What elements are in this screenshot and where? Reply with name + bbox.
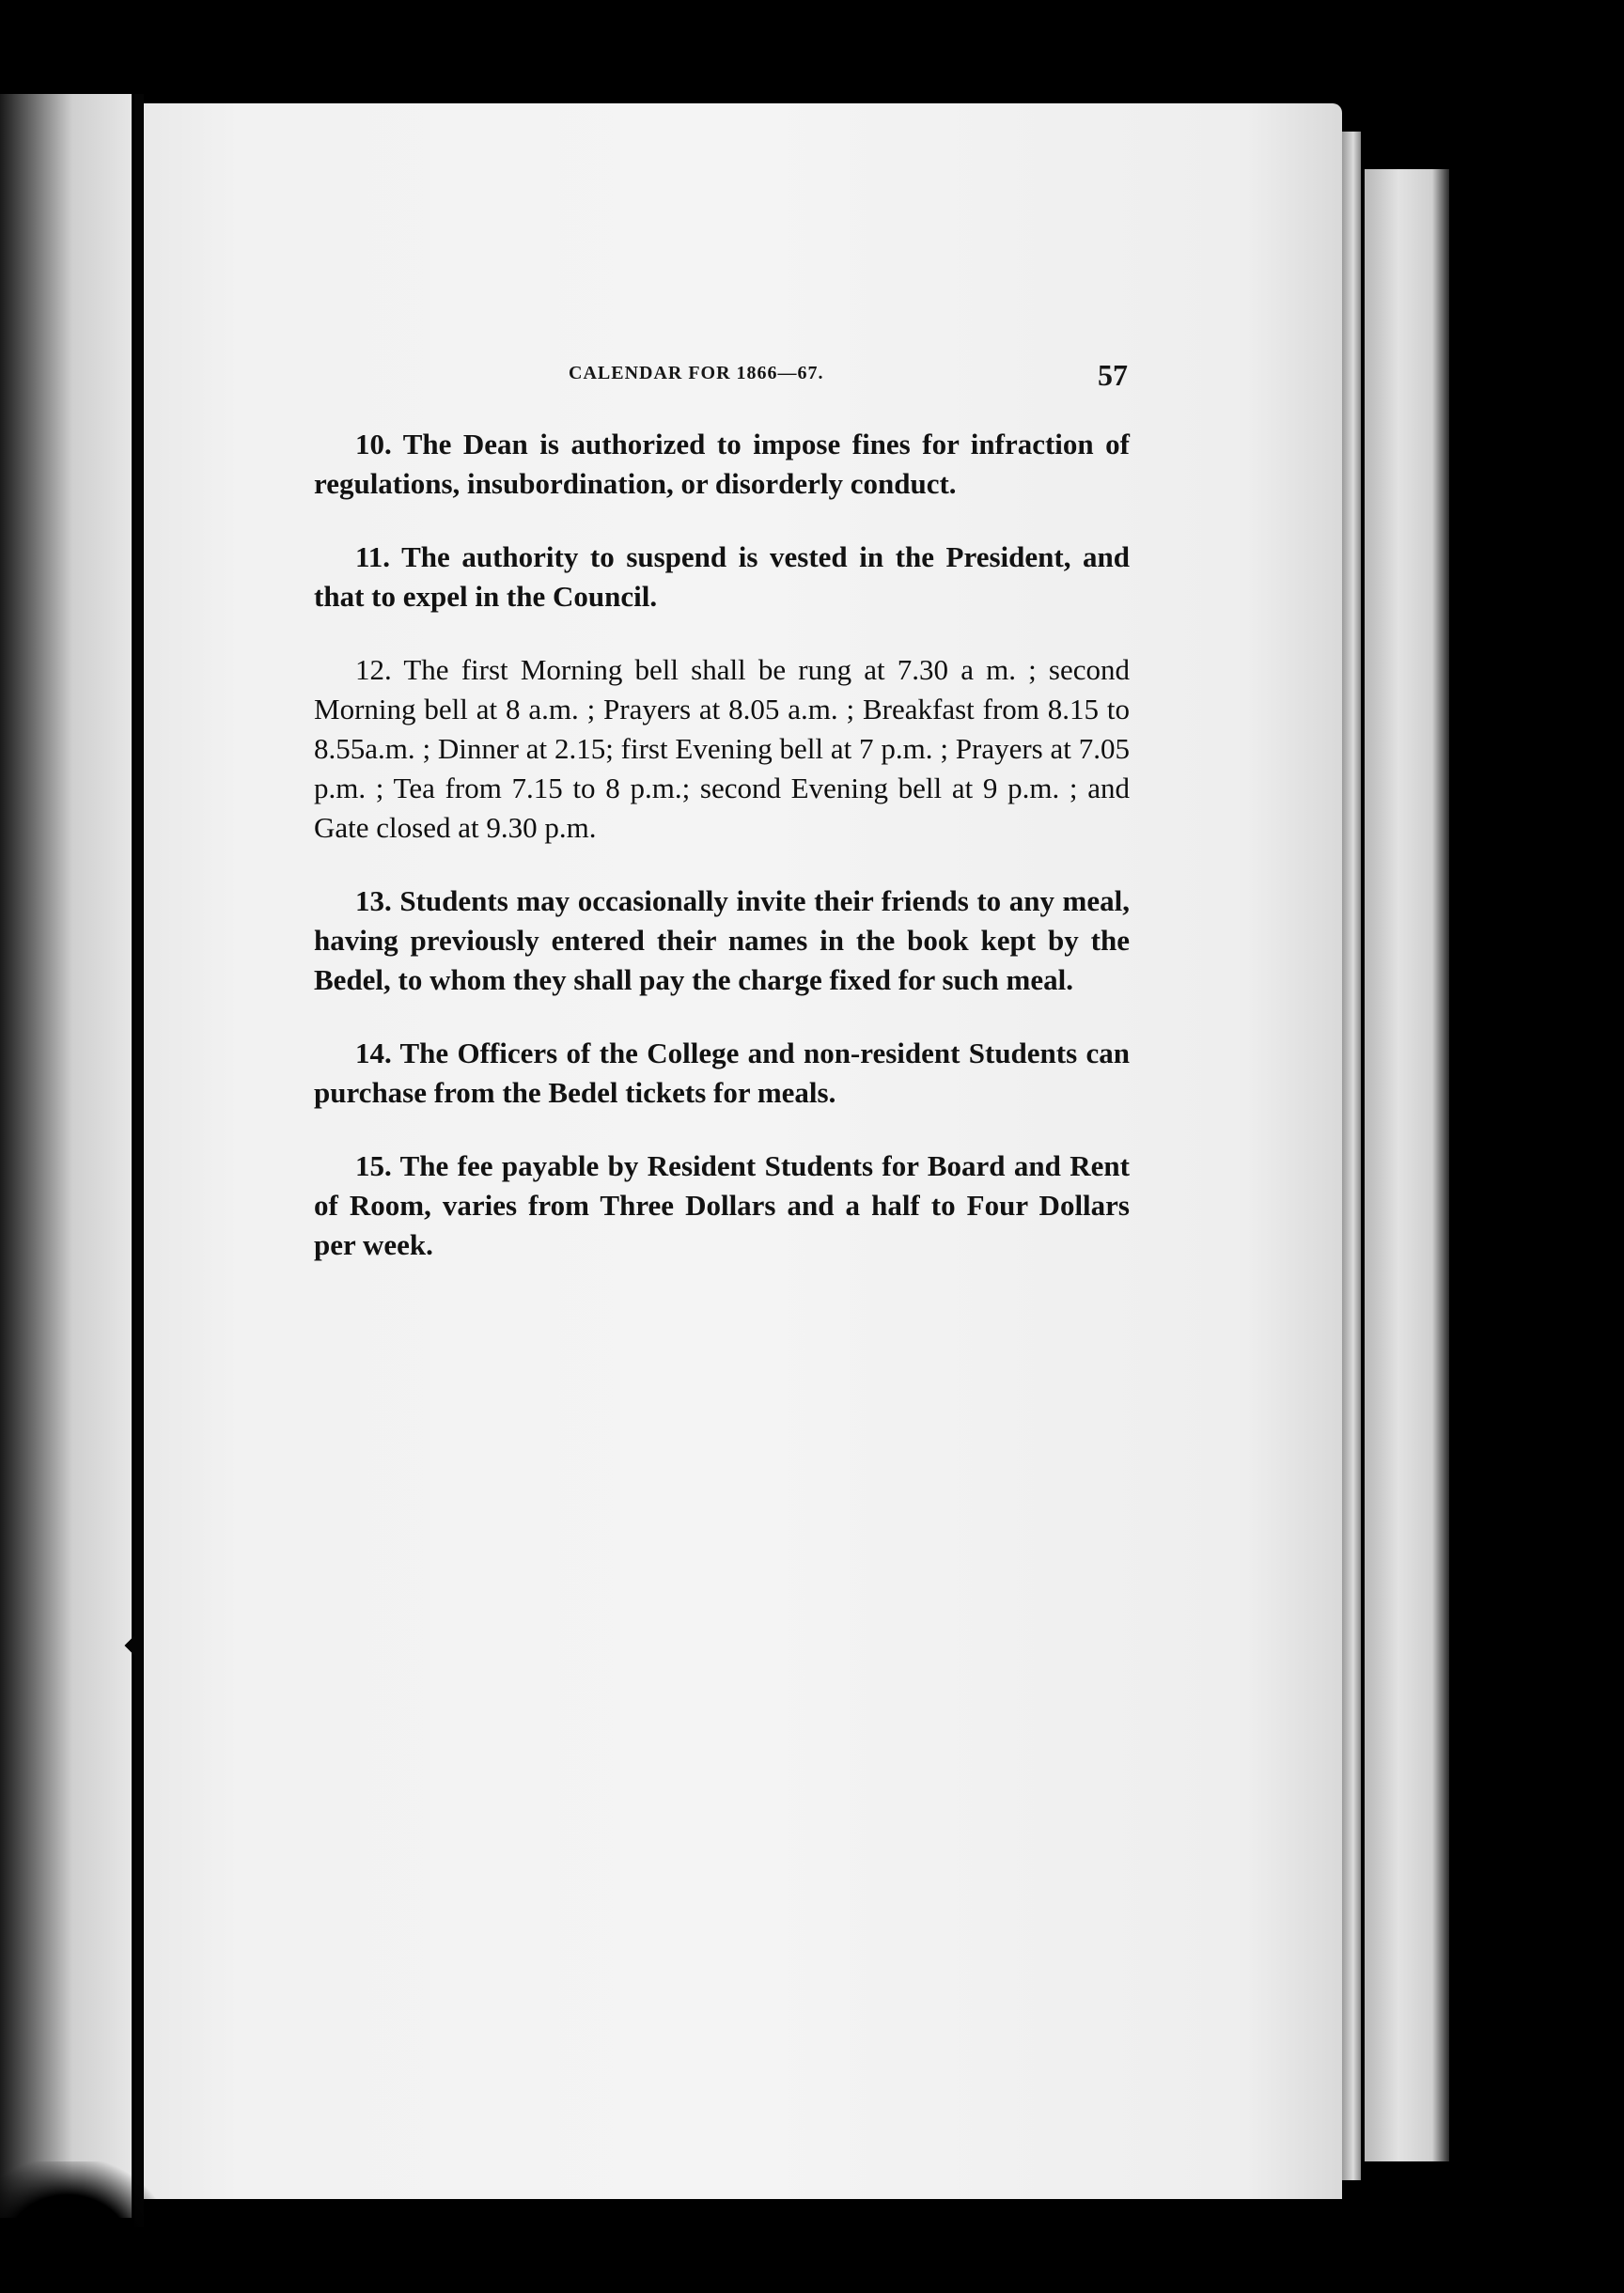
paragraph-text: The fee payable by Resident Students for Board and Rent of Room, varies from Three Dollars and a half to Four Dollars per week. (314, 1149, 1130, 1261)
thumb-shadow (0, 2161, 169, 2293)
facing-page-edge (0, 94, 132, 2218)
paragraph-text: The Officers of the College and non-resident Students can purchase from the Bedel tickets for meals. (314, 1037, 1130, 1109)
page-body (314, 425, 1130, 1299)
page-stack-edge-outer (1365, 169, 1449, 2161)
paragraph-text: Students may occasionally invite their friends to any meal, having previously entered their names in the book kept by the Bedel, to whom they shall pay the charge fixed for such meal. (314, 884, 1130, 996)
paragraph-15 (314, 1146, 1130, 1265)
paragraph-number: 12. (355, 653, 392, 686)
paragraph-10 (314, 425, 1130, 504)
paragraph-number: 11. (355, 540, 391, 573)
binding-gutter (134, 94, 144, 2227)
paragraph-text: The Dean is authorized to impose fines for infraction of regulations, insubordination, or disorderly conduct. (314, 428, 1130, 500)
paragraph-14 (314, 1034, 1130, 1113)
paragraph-text: The authority to suspend is vested in the President, and that to expel in the Council. (314, 540, 1130, 613)
paragraph-12 (314, 650, 1130, 848)
paragraph-number: 13. (355, 884, 392, 917)
paragraph-number: 15. (355, 1149, 392, 1182)
running-head: CALENDAR FOR 1866—67. (569, 363, 824, 383)
paragraph-number: 10. (355, 428, 392, 460)
paragraph-13 (314, 881, 1130, 1000)
paragraph-number: 14. (355, 1037, 392, 1069)
page-number: 57 (1098, 358, 1128, 392)
paragraph-11 (314, 538, 1130, 616)
page-stack-edge (1342, 132, 1361, 2180)
paragraph-text: The first Morning bell shall be rung at 7.30 a m. ; second Morning bell at 8 a.m. ; Prayers at 8.05 a.m. ; Breakfast from 8.15 to 8.55a.m. ; Dinner at 2.15; first Evening bell at 7 p.m. ; Prayers at 7.05 p.m. ; Tea from 7.15 to 8 p.m.; second Evening bell at 9 p.m. ; and Gate closed at 9.30 p.m. (314, 653, 1130, 844)
